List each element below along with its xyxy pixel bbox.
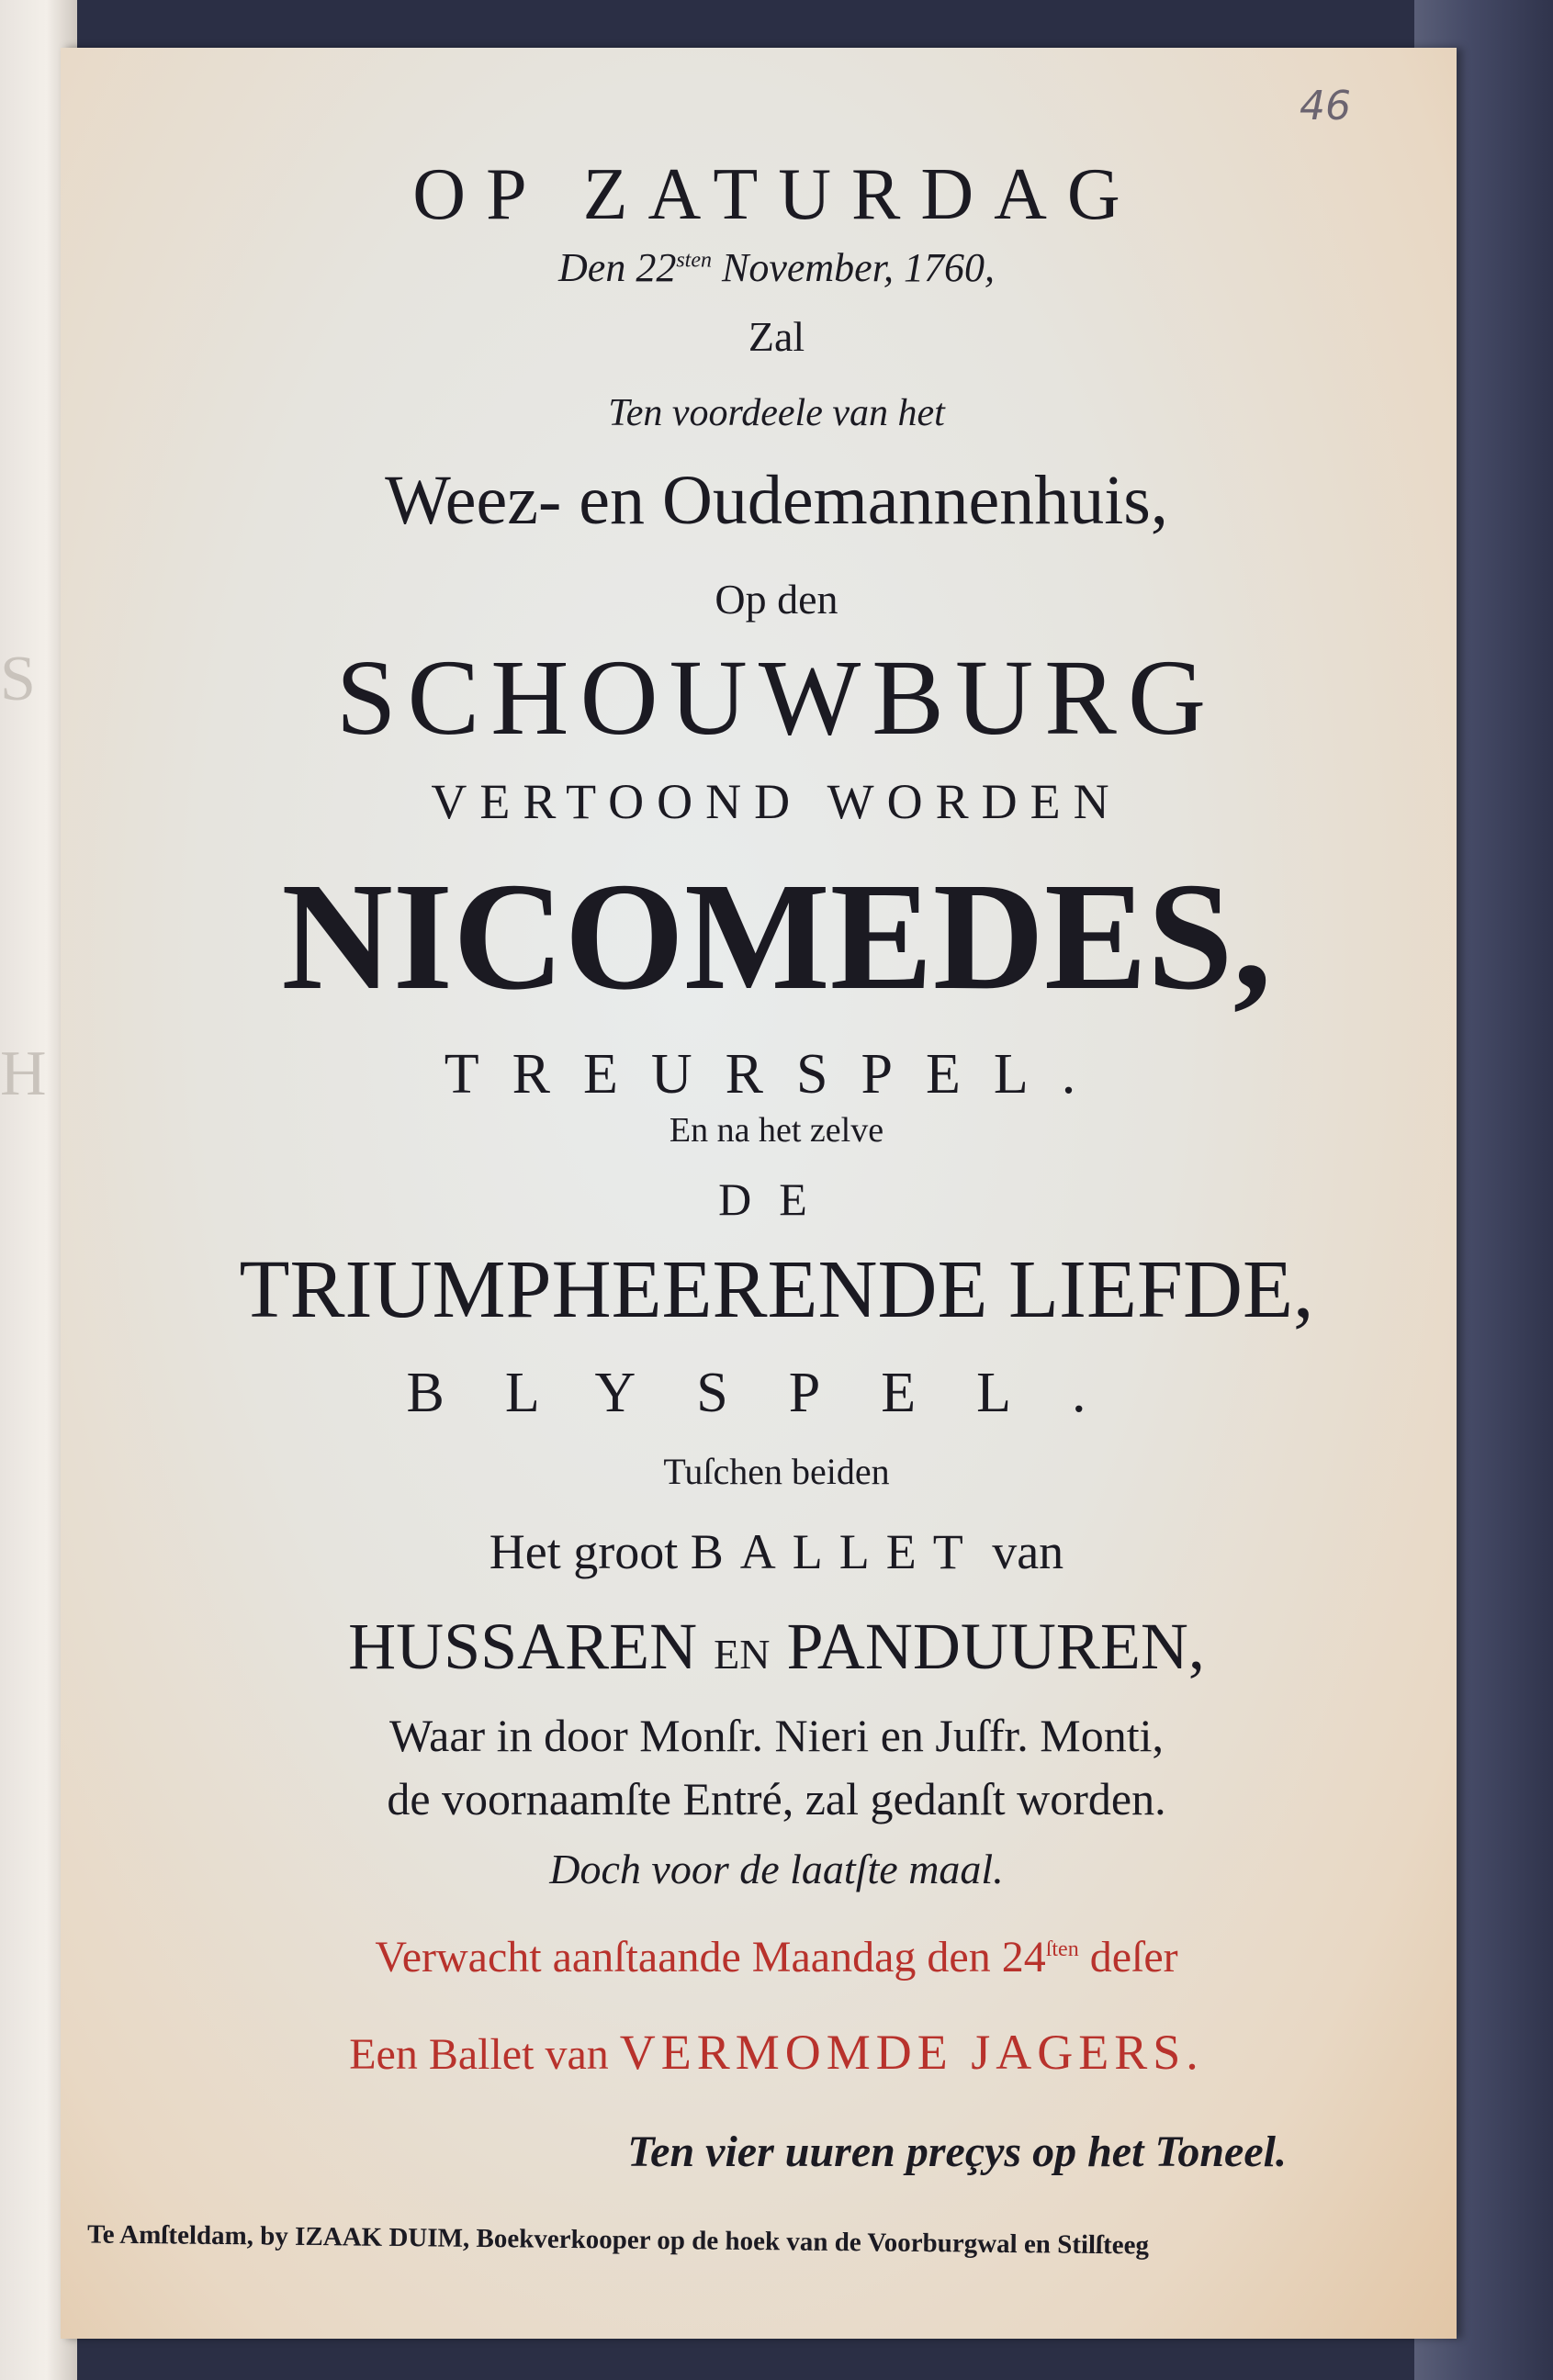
ten-vier-line: Ten vier uuren preçys op het Toneel. xyxy=(627,2127,1287,2176)
en-word: EN xyxy=(714,1631,771,1678)
hussaren-word: HUSSAREN xyxy=(348,1610,715,1683)
ballet-line xyxy=(0,1524,1553,1579)
een-ballet: Een Ballet van xyxy=(349,2030,620,2079)
panduuren-word: PANDUUREN, xyxy=(770,1610,1205,1683)
op-den-line: Op den xyxy=(715,576,838,623)
het-groot: Het groot xyxy=(489,1524,691,1579)
date-den: Den 22 xyxy=(558,245,677,290)
date-line xyxy=(0,245,1553,290)
heading-op-zaturdag: OP ZATURDAG xyxy=(412,154,1141,235)
laatste-maal-line: Doch voor de laatſte maal. xyxy=(549,1846,1004,1892)
van-word: van xyxy=(979,1524,1064,1579)
vertoond-line: VERTOOND WORDEN xyxy=(431,774,1122,829)
bleed-through-mark: H xyxy=(0,1038,47,1109)
de-line: DE xyxy=(718,1173,835,1225)
vermomde-jagers-line xyxy=(0,2025,1553,2080)
bleed-through-mark: S xyxy=(0,644,36,714)
page-number: 46 xyxy=(1300,83,1351,129)
title-triumpheerende: TRIUMPHEERENDE LIEFDE, xyxy=(239,1244,1314,1335)
dancers-line: Waar in door Monſr. Nieri en Juſfr. Monti, xyxy=(388,1710,1165,1761)
verwacht-line xyxy=(0,1933,1553,1981)
verwacht-a: Verwacht aanſtaande Maandag den 24 xyxy=(375,1933,1046,1981)
tusschen-line: Tuſchen beiden xyxy=(663,1451,890,1492)
ten-voordeele-line: Ten voordeele van het xyxy=(608,392,945,434)
en-na-line: En na het zelve xyxy=(669,1111,884,1150)
date-rest: November, 1760, xyxy=(712,245,995,290)
imprint-line: Te Amſteldam, by IZAAK DUIM, Boekverkooper op de hoek van de Voorburgwal en Stilſteeg xyxy=(86,2219,1150,2261)
verwacht-superscript: ſten xyxy=(1045,1937,1079,1961)
schouwburg-line: SCHOUWBURG xyxy=(335,637,1218,758)
blyspel-line: BLYSPEL. xyxy=(406,1362,1147,1424)
entre-line: de voornaamſte Entré, zal gedanſt worden. xyxy=(387,1773,1166,1824)
title-nicomedes: NICOMEDES, xyxy=(281,851,1272,1022)
weezhuis-line: Weez- en Oudemannenhuis, xyxy=(385,462,1168,539)
treurspel-line: TREURSPEL. xyxy=(444,1043,1109,1106)
hussaren-line xyxy=(0,1610,1553,1683)
zal-line: Zal xyxy=(748,313,805,360)
date-superscript: sten xyxy=(676,248,712,273)
ballet-word: BALLET xyxy=(690,1524,980,1579)
vermomde-jagers: VERMOMDE JAGERS. xyxy=(619,2025,1204,2080)
verwacht-b: deſer xyxy=(1078,1933,1178,1981)
